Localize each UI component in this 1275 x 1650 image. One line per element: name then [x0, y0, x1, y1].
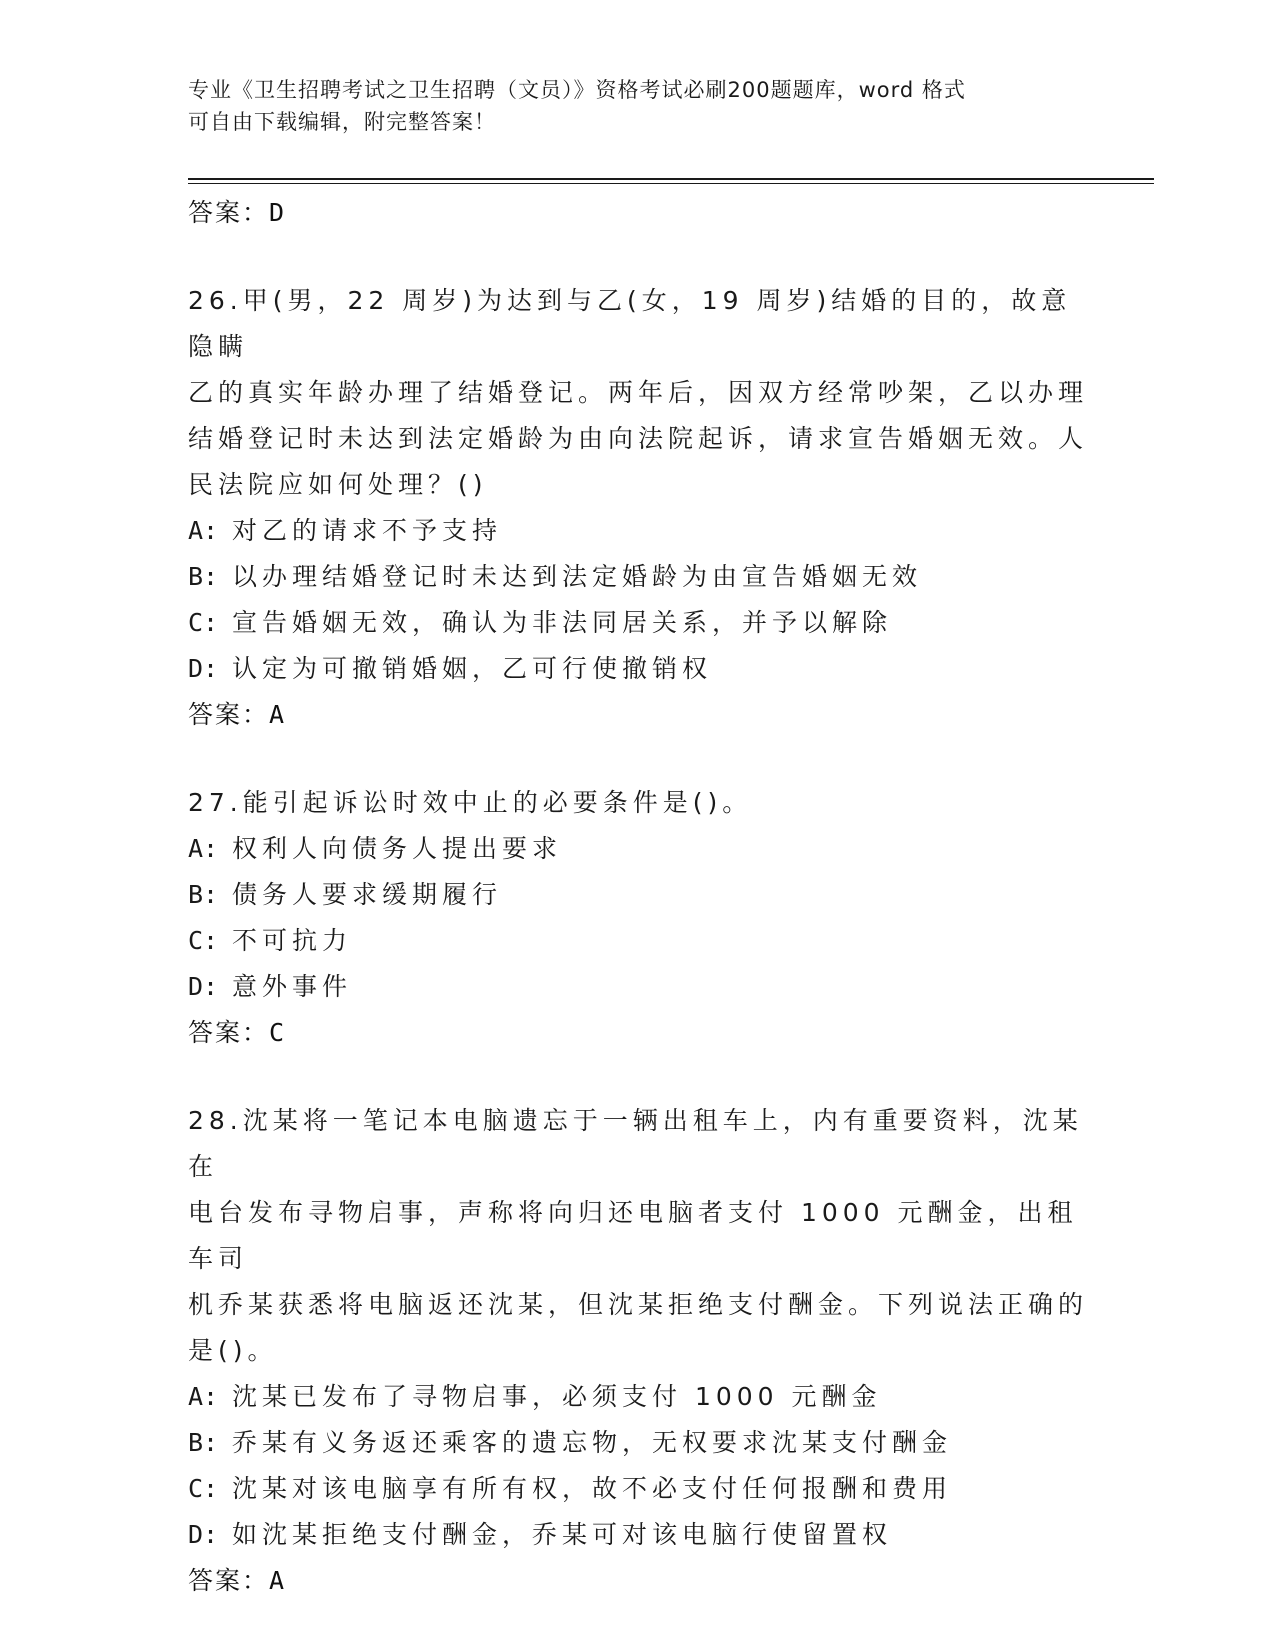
- option-key: B:: [188, 880, 219, 909]
- answer-label: 答案：: [188, 198, 270, 227]
- question-block-26: [188, 278, 1088, 738]
- spacer: [188, 236, 1088, 278]
- option-a: [188, 508, 1088, 554]
- question-line: 27.能引起诉讼时效中止的必要条件是()。: [188, 788, 753, 817]
- answer-line-26: [188, 692, 1088, 738]
- option-key: B:: [188, 562, 219, 591]
- question-text-28: [188, 1098, 1088, 1374]
- option-key: D:: [188, 972, 219, 1001]
- option-key: A:: [188, 834, 219, 863]
- option-key: B:: [188, 1428, 219, 1457]
- option-a: [188, 1374, 1088, 1420]
- question-line: 结婚登记时未达到法定婚龄为由向法院起诉，请求宣告婚姻无效。人: [188, 424, 1089, 453]
- header-divider-thick: [188, 178, 1154, 180]
- option-text: 权利人向债务人提出要求: [232, 834, 563, 863]
- option-text: 债务人要求缓期履行: [232, 880, 503, 909]
- question-line: 26.甲(男，22 周岁)为达到与乙(女，19 周岁)结婚的目的，故意隐瞒: [188, 286, 1072, 361]
- option-text: 沈某已发布了寻物启事，必须支付 1000 元酬金: [232, 1382, 882, 1411]
- answer-label: 答案：: [188, 1566, 270, 1595]
- question-line: 电台发布寻物启事，声称将向归还电脑者支付 1000 元酬金，出租车司: [188, 1198, 1078, 1273]
- question-content: [188, 190, 1088, 1604]
- option-key: C:: [188, 926, 219, 955]
- option-key: A:: [188, 516, 219, 545]
- answer-line-27: [188, 1010, 1088, 1056]
- answer-value: A: [269, 1566, 285, 1595]
- question-block-28: [188, 1098, 1088, 1604]
- option-key: A:: [188, 1382, 219, 1411]
- option-b: [188, 1420, 1088, 1466]
- option-text: 对乙的请求不予支持: [232, 516, 503, 545]
- option-key: C:: [188, 1474, 219, 1503]
- question-line: 机乔某获悉将电脑返还沈某，但沈某拒绝支付酬金。下列说法正确的: [188, 1290, 1089, 1319]
- answer-value: C: [269, 1018, 285, 1047]
- answer-value: D: [269, 198, 285, 227]
- option-text: 乔某有义务返还乘客的遗忘物，无权要求沈某支付酬金: [232, 1428, 953, 1457]
- question-line: 是()。: [188, 1336, 278, 1365]
- header-line-1: 专业《卫生招聘考试之卫生招聘（文员）》资格考试必刷200题题库，word 格式: [188, 78, 966, 102]
- question-text-27: [188, 780, 1088, 826]
- question-text-26: [188, 278, 1088, 508]
- option-d: [188, 964, 1088, 1010]
- option-b: [188, 872, 1088, 918]
- answer-label: 答案：: [188, 1018, 270, 1047]
- answer-line-28: [188, 1558, 1088, 1604]
- option-d: [188, 1512, 1088, 1558]
- option-text: 意外事件: [232, 972, 353, 1001]
- option-text: 不可抗力: [232, 926, 353, 955]
- option-c: [188, 1466, 1088, 1512]
- question-line: 乙的真实年龄办理了结婚登记。两年后，因双方经常吵架，乙以办理: [188, 378, 1089, 407]
- option-text: 沈某对该电脑享有所有权，故不必支付任何报酬和费用: [232, 1474, 953, 1503]
- option-d: [188, 646, 1088, 692]
- answer-label: 答案：: [188, 700, 270, 729]
- option-text: 以办理结婚登记时未达到法定婚龄为由宣告婚姻无效: [232, 562, 923, 591]
- option-a: [188, 826, 1088, 872]
- option-key: D:: [188, 1520, 219, 1549]
- option-key: C:: [188, 608, 219, 637]
- option-key: D:: [188, 654, 219, 683]
- option-text: 如沈某拒绝支付酬金，乔某可对该电脑行使留置权: [232, 1520, 893, 1549]
- header-divider-thin: [188, 183, 1154, 184]
- option-text: 宣告婚姻无效，确认为非法同居关系，并予以解除: [232, 608, 893, 637]
- spacer: [188, 738, 1088, 780]
- header-line-2: 可自由下载编辑，附完整答案！: [188, 110, 496, 134]
- option-c: [188, 600, 1088, 646]
- answer-line-25: [188, 190, 1088, 236]
- question-line: 民法院应如何处理？(): [188, 470, 488, 499]
- question-line: 28.沈某将一笔记本电脑遗忘于一辆出租车上，内有重要资料，沈某在: [188, 1106, 1083, 1181]
- page-header: [188, 74, 1068, 138]
- option-c: [188, 918, 1088, 964]
- option-text: 认定为可撤销婚姻，乙可行使撤销权: [232, 654, 713, 683]
- spacer: [188, 1056, 1088, 1098]
- option-b: [188, 554, 1088, 600]
- answer-value: A: [269, 700, 285, 729]
- question-block-27: [188, 780, 1088, 1056]
